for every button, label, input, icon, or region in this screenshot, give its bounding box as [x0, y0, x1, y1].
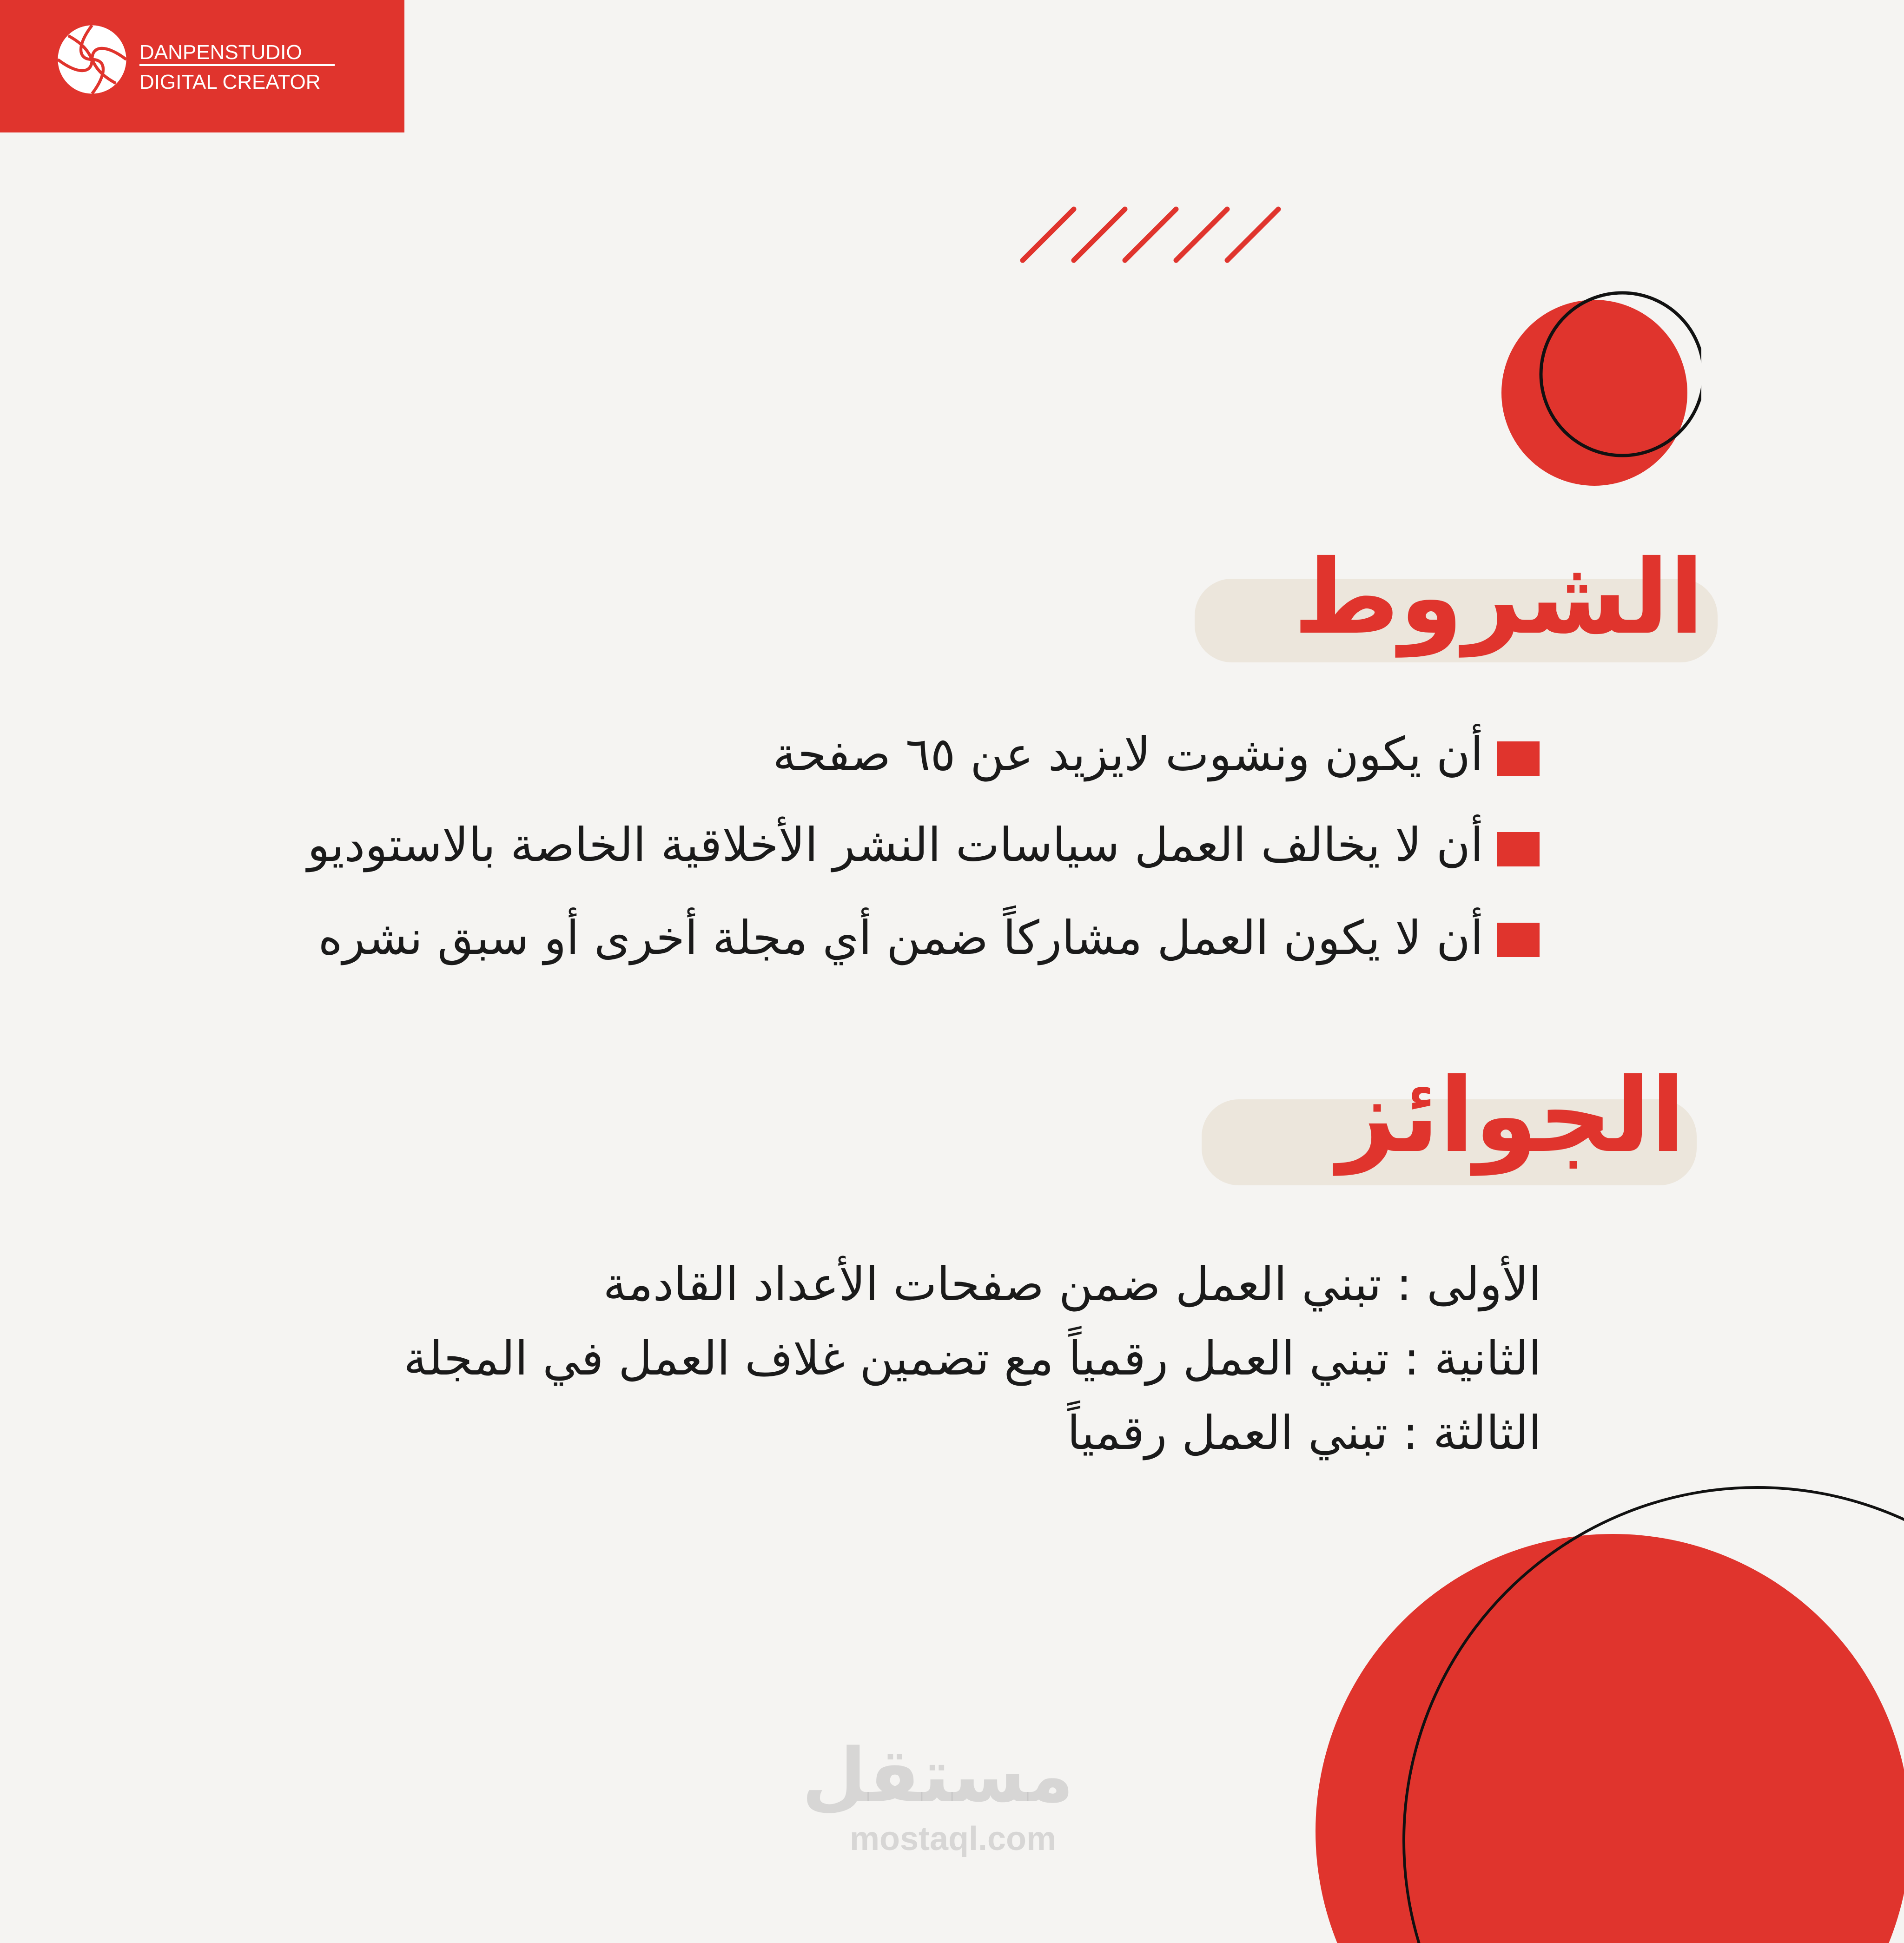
brand-header: [0, 0, 404, 132]
prize-item: الثالثة : تبني العمل رقمياً: [1067, 1406, 1541, 1460]
aperture-logo-icon: [55, 22, 129, 97]
prize-item: الثانية : تبني العمل رقمياً مع تضمين غلاف العمل في المجلة: [403, 1331, 1541, 1386]
decorative-slashes: [1013, 200, 1292, 270]
watermark-latin: mostaql.com: [849, 1820, 1057, 1857]
prize-item: الأولى : تبني العمل ضمن صفحات الأعداد القادمة: [603, 1257, 1541, 1311]
list-bullet: [1497, 832, 1540, 866]
terms-title: الشروط: [1293, 538, 1704, 657]
brand-tagline: DIGITAL CREATOR: [139, 71, 321, 93]
decorative-circle-bottom: [1209, 1432, 1904, 1943]
list-bullet: [1497, 741, 1540, 776]
terms-item: أن يكون ونشوت لايزيد عن ٦٥ صفحة: [773, 727, 1483, 781]
list-bullet: [1497, 923, 1540, 957]
decorative-circle-top: [1488, 279, 1701, 493]
watermark-arabic: مستقل: [801, 1732, 1074, 1819]
brand-divider: [139, 64, 335, 66]
prizes-title: الجوائز: [1337, 1056, 1686, 1175]
terms-item: أن لا يخالف العمل سياسات النشر الأخلاقية الخاصة بالاستوديو: [307, 818, 1483, 872]
brand-name: DANPENSTUDIO: [139, 41, 302, 64]
terms-item: أن لا يكون العمل مشاركاً ضمن أي مجلة أخرى أو سبق نشره: [318, 911, 1483, 965]
